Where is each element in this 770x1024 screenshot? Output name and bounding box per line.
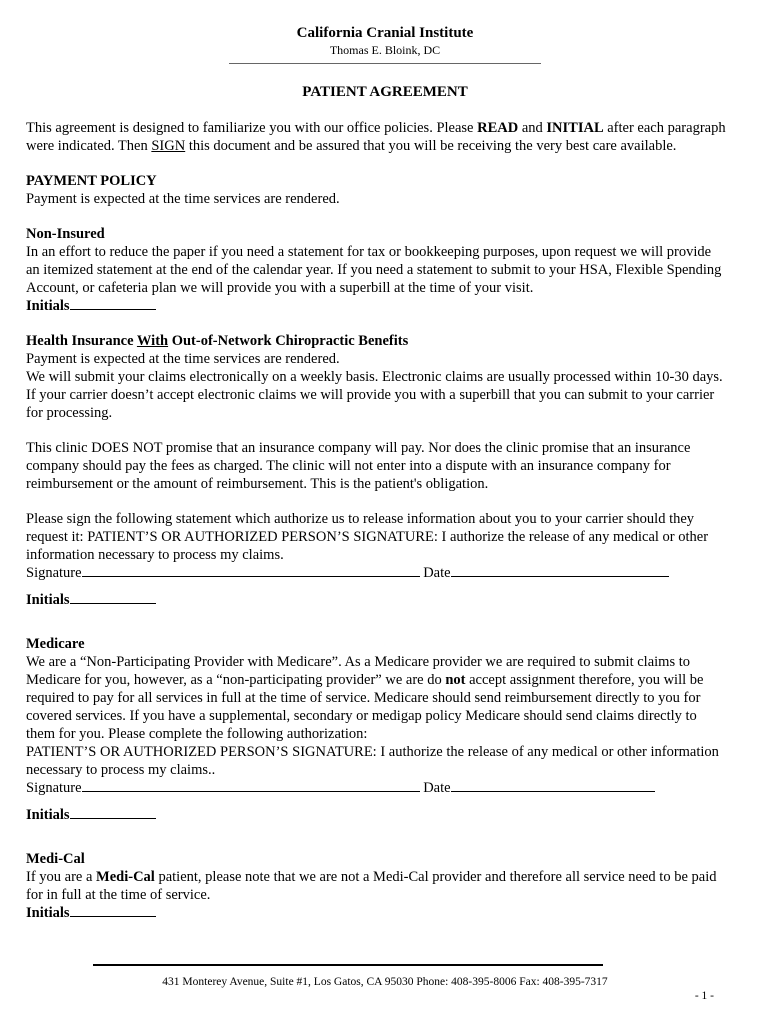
initials-label: Initials <box>26 298 70 314</box>
payment-policy-text: Payment is expected at the time services are rendered. <box>26 191 340 207</box>
letterhead <box>0 24 770 64</box>
date-label: Date <box>423 780 451 796</box>
document-title: PATIENT AGREEMENT <box>302 84 468 100</box>
medi-cal-heading: Medi-Cal <box>26 851 85 867</box>
intro-sign: SIGN <box>151 138 186 154</box>
medicare-authorization-text: PATIENT’S OR AUTHORIZED PERSON’S SIGNATURE: I authorize the release of any medical or other information necessary to process my claims.. <box>26 744 719 778</box>
header-divider <box>229 63 541 64</box>
initials-field[interactable] <box>70 806 156 819</box>
insurance-authorization-text: Please sign the following statement which authorize us to release information about you to your carrier should they request it: PATIENT’S OR AUTHORIZED PERSON’S SIGNATURE: I authorize the release of any medical or other information necessary to process my claims. <box>26 511 709 563</box>
payment-policy-heading: PAYMENT POLICY <box>26 173 157 189</box>
health-insurance-heading: Health Insurance With Out-of-Network Chiropractic Benefits <box>26 333 409 349</box>
signature-label: Signature <box>26 780 82 796</box>
initials-field[interactable] <box>70 297 156 310</box>
intro-read: READ <box>477 120 519 136</box>
medicare-heading: Medicare <box>26 636 85 652</box>
intro-text: after each paragraph were indicated. Then <box>26 120 726 154</box>
medi-cal-text: If you are a Medi-Cal patient, please note that we are not a Medi-Cal provider and therefore all service need to be paid for in full at the time of service. <box>26 869 717 903</box>
health-insurance-claims-text: We will submit your claims electronically on a weekly basis. Electronic claims are usually processed within 10-30 days. If your carrier doesn’t accept electronic claims we will provide you with a superbill that you can submit to your carrier for processing. <box>26 369 723 421</box>
medicare-text: We are a “Non-Participating Provider with Medicare”. As a Medicare provider we are required to submit claims to Medicare for you, however, as a “non-participating provider” we are do not accept assignment therefore, you will be required to pay for all services in full at the time of service. Medicare should send reimbursement directly to you for covered services. If you have a supplemental, secondary or medigap policy Medicare should send claims directly to them for you. Please complete the following authorization: <box>26 654 704 742</box>
initials-label: Initials <box>26 905 70 921</box>
page-number: - 1 - <box>694 990 714 1002</box>
initials-field[interactable] <box>70 904 156 917</box>
insurance-initials <box>26 591 726 609</box>
insurance-promise-text: This clinic DOES NOT promise that an insurance company will pay. Nor does the clinic promise that an insurance company should pay the fees as charged. The clinic will not enter into a dispute with an insurance company for reimbursement or the amount of reimbursement. This is the patient's obligation. <box>26 440 691 492</box>
doctor-name: Thomas E. Bloink, DC <box>329 43 441 57</box>
medicare-signature-line <box>26 779 726 797</box>
date-field[interactable] <box>451 564 669 577</box>
signature-field[interactable] <box>82 564 420 577</box>
footer-address: 431 Monterey Avenue, Suite #1, Los Gatos, CA 95030 Phone: 408-395-8006 Fax: 408-395-7317 <box>162 976 608 988</box>
health-insurance-payment-text: Payment is expected at the time services are rendered. <box>26 351 340 367</box>
medi-cal-initials <box>26 904 726 922</box>
organization-name: California Cranial Institute <box>296 25 474 41</box>
intro-text: and <box>518 120 547 136</box>
date-label: Date <box>423 565 451 581</box>
intro-text: This agreement is designed to familiarize you with our office policies. Please <box>26 120 478 136</box>
non-insured-initials <box>26 297 726 315</box>
initials-label: Initials <box>26 807 70 823</box>
intro-initial: INITIAL <box>546 120 604 136</box>
intro-text: this document and be assured that you will be receiving the very best care available. <box>185 138 677 154</box>
footer-divider <box>93 964 603 966</box>
date-field[interactable] <box>451 779 655 792</box>
intro-paragraph <box>26 119 726 155</box>
initials-label: Initials <box>26 592 70 608</box>
signature-field[interactable] <box>82 779 420 792</box>
signature-label: Signature <box>26 565 82 581</box>
non-insured-heading: Non-Insured <box>26 226 105 242</box>
agreement-body <box>26 119 726 922</box>
non-insured-text: In an effort to reduce the paper if you need a statement for tax or bookkeeping purposes, upon request we will provide an itemized statement at the end of the calendar year. If you need a statement to submit to your HSA, Flexible Spending Account, or cafeteria plan we will provide you with a superbill at the time of your visit. <box>26 244 722 296</box>
insurance-signature-line <box>26 564 726 582</box>
medicare-initials <box>26 806 726 824</box>
initials-field[interactable] <box>70 591 156 604</box>
